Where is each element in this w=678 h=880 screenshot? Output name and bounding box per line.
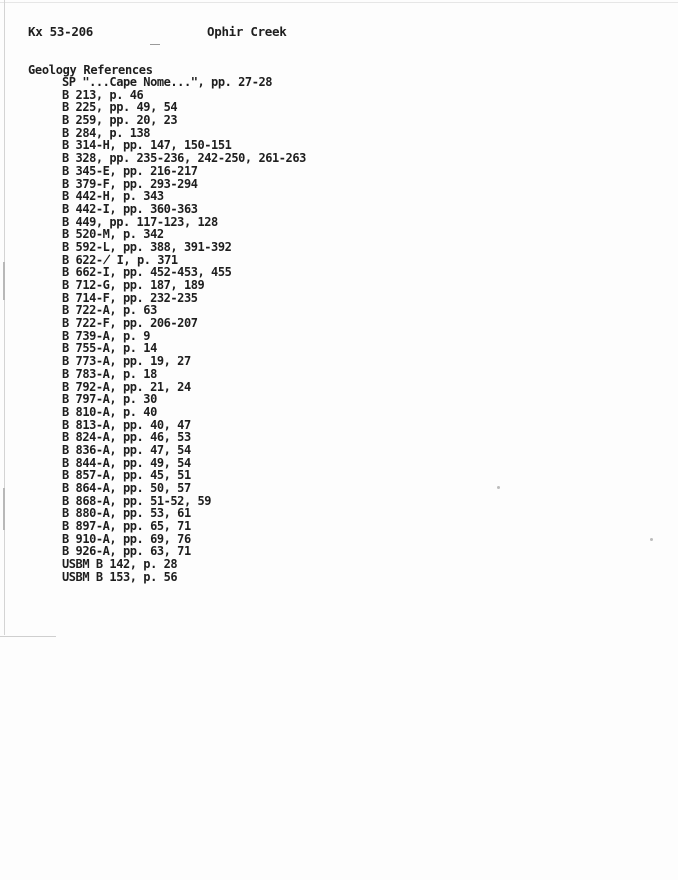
reference-item: B 797-A, p. 30 (62, 392, 157, 407)
scan-speck (497, 486, 500, 489)
section-heading: Geology References (28, 63, 153, 77)
reference-item: B 213, p. 46 (62, 87, 144, 102)
reference-item: USBM B 142, p. 28 (62, 557, 178, 572)
reference-item: B 868-A, pp. 51-52, 59 (62, 493, 212, 508)
reference-item: B 813-A, pp. 40, 47 (62, 417, 191, 432)
reference-item: B 520-M, p. 342 (62, 227, 164, 242)
reference-item: B 739-A, p. 9 (62, 328, 151, 343)
reference-item: B 783-A, p. 18 (62, 366, 157, 381)
reference-item: B 864-A, pp. 50, 57 (62, 481, 191, 495)
page-left-edge (4, 0, 5, 635)
reference-item: B 897-A, pp. 65, 71 (62, 519, 191, 534)
reference-item: SP "...Cape Nome...", pp. 27-28 (62, 75, 273, 89)
edge-mark (3, 262, 5, 300)
reference-item: B 442-H, p. 343 (62, 189, 164, 204)
scan-speck (650, 538, 653, 541)
reference-item: B 712-G, pp. 187, 189 (62, 278, 205, 292)
reference-item: B 836-A, pp. 47, 54 (62, 442, 191, 457)
reference-item: B 857-A, pp. 45, 51 (62, 468, 191, 483)
reference-item: B 379-F, pp. 293-294 (62, 176, 198, 191)
reference-item: B 824-A, pp. 46, 53 (62, 430, 191, 445)
reference-item: B 926-A, pp. 63, 71 (62, 544, 191, 559)
locality-title: Ophir Creek (207, 24, 287, 39)
reference-item: USBM B 153, p. 56 (62, 569, 178, 584)
reference-item: B 722-F, pp. 206-207 (62, 316, 198, 331)
reference-item: B 880-A, pp. 53, 61 (62, 506, 191, 521)
reference-item: B 810-A, p. 40 (62, 404, 157, 419)
reference-list (62, 76, 306, 584)
reference-item: B 792-A, pp. 21, 24 (62, 379, 191, 394)
scan-mark (150, 44, 160, 45)
reference-item: B 844-A, pp. 49, 54 (62, 455, 191, 470)
reference-item: B 345-E, pp. 216-217 (62, 163, 198, 178)
reference-item: B 662-I, pp. 452-453, 455 (62, 265, 232, 280)
reference-item: B 328, pp. 235-236, 242-250, 261-263 (62, 151, 306, 166)
reference-item: B 225, pp. 49, 54 (62, 100, 178, 115)
reference-item: B 259, pp. 20, 23 (62, 113, 178, 128)
page-top-edge (0, 2, 678, 3)
reference-item: B 714-F, pp. 232-235 (62, 290, 198, 305)
edge-mark (3, 488, 5, 530)
reference-item: B 722-A, p. 63 (62, 303, 157, 318)
reference-item: B 449, pp. 117-123, 128 (62, 214, 218, 229)
reference-item: B 592-L, pp. 388, 391-392 (62, 239, 232, 254)
reference-item: B 442-I, pp. 360-363 (62, 201, 198, 216)
reference-item: B 622-̸ I, p. 371 (62, 252, 178, 267)
reference-item: B 773-A, pp. 19, 27 (62, 354, 191, 369)
scan-mark (0, 636, 56, 637)
reference-item: B 910-A, pp. 69, 76 (62, 531, 191, 546)
document-id: Kx 53-206 (28, 24, 94, 39)
reference-item: B 755-A, p. 14 (62, 341, 157, 356)
reference-item: B 284, p. 138 (62, 125, 151, 140)
reference-item: B 314-H, pp. 147, 150-151 (62, 138, 232, 153)
